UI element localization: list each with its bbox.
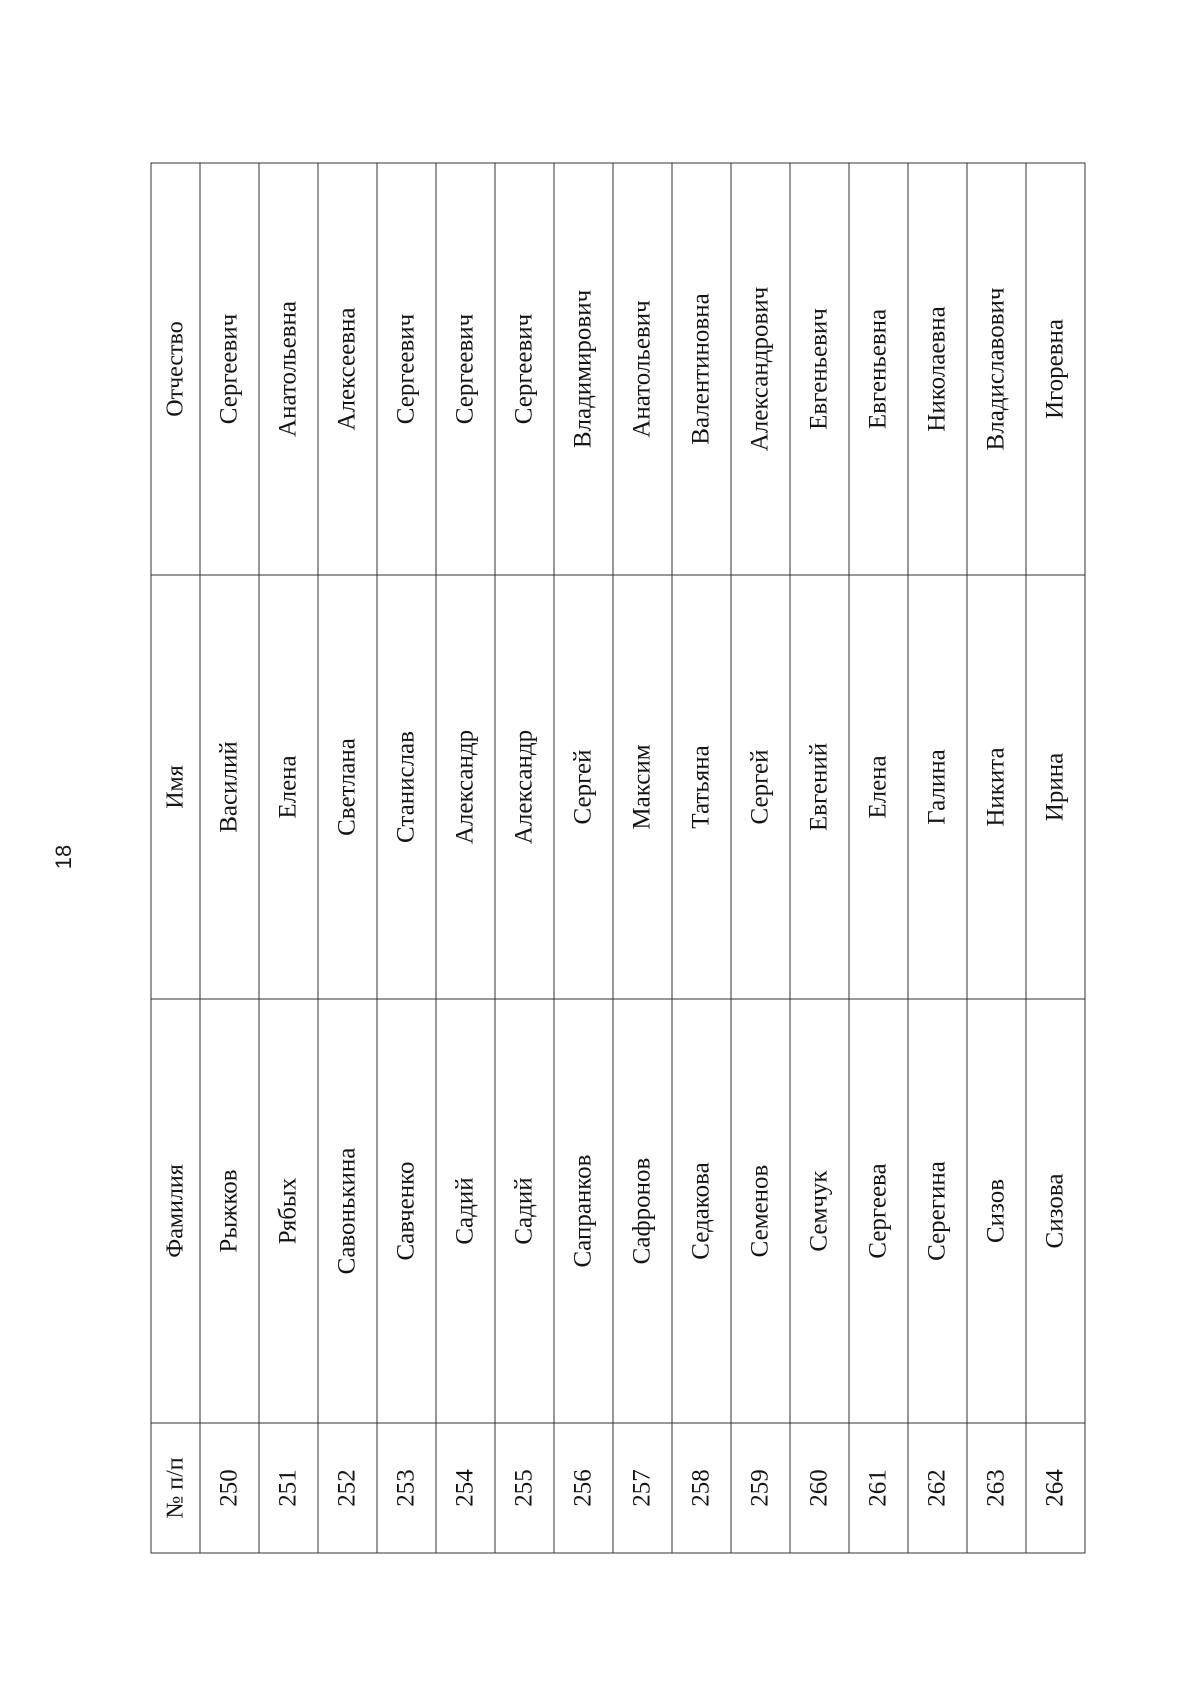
cell-number: 253 [377, 1423, 436, 1553]
table-row [1026, 163, 1085, 1553]
table-body [200, 163, 1085, 1553]
cell-first-name: Елена [849, 575, 908, 999]
table-row [967, 163, 1026, 1553]
cell-patronymic: Алексеевна [318, 163, 377, 575]
header-patronymic: Отчество [151, 163, 200, 575]
table-row [377, 163, 436, 1553]
cell-first-name: Александр [436, 575, 495, 999]
cell-patronymic: Владимирович [554, 163, 613, 575]
cell-number: 257 [613, 1423, 672, 1553]
cell-first-name: Никита [967, 575, 1026, 999]
page-number: 18 [51, 844, 76, 870]
cell-number: 251 [259, 1423, 318, 1553]
cell-last-name: Серегина [908, 999, 967, 1423]
cell-number: 254 [436, 1423, 495, 1553]
header-first-name: Имя [151, 575, 200, 999]
cell-patronymic: Анатольевна [259, 163, 318, 575]
cell-number: 263 [967, 1423, 1026, 1553]
cell-patronymic: Николаевна [908, 163, 967, 575]
cell-first-name: Сергей [554, 575, 613, 999]
table-row [554, 163, 613, 1553]
cell-last-name: Сергеева [849, 999, 908, 1423]
table-header-row [151, 163, 200, 1553]
cell-first-name: Станислав [377, 575, 436, 999]
cell-last-name: Садий [495, 999, 554, 1423]
cell-number: 258 [672, 1423, 731, 1553]
table-row [908, 163, 967, 1553]
cell-last-name: Сапранков [554, 999, 613, 1423]
cell-first-name: Светлана [318, 575, 377, 999]
table-row [259, 163, 318, 1553]
cell-number: 255 [495, 1423, 554, 1553]
people-table [150, 162, 1085, 1553]
header-number: № п/п [151, 1423, 200, 1553]
table-row [200, 163, 259, 1553]
table-row [318, 163, 377, 1553]
cell-last-name: Савченко [377, 999, 436, 1423]
header-last-name: Фамилия [151, 999, 200, 1423]
cell-number: 262 [908, 1423, 967, 1553]
cell-first-name: Ирина [1026, 575, 1085, 999]
table-row [790, 163, 849, 1553]
cell-patronymic: Александрович [731, 163, 790, 575]
table-row [495, 163, 554, 1553]
cell-number: 250 [200, 1423, 259, 1553]
cell-last-name: Семчук [790, 999, 849, 1423]
cell-number: 264 [1026, 1423, 1085, 1553]
cell-last-name: Седакова [672, 999, 731, 1423]
cell-first-name: Галина [908, 575, 967, 999]
table-row [672, 163, 731, 1553]
cell-first-name: Александр [495, 575, 554, 999]
table-row [613, 163, 672, 1553]
cell-patronymic: Анатольевич [613, 163, 672, 575]
cell-first-name: Василий [200, 575, 259, 999]
table-row [849, 163, 908, 1553]
cell-last-name: Рябых [259, 999, 318, 1423]
cell-last-name: Савонькина [318, 999, 377, 1423]
cell-patronymic: Владиславович [967, 163, 1026, 575]
table-container [150, 163, 1085, 1553]
cell-patronymic: Валентиновна [672, 163, 731, 575]
cell-first-name: Максим [613, 575, 672, 999]
cell-last-name: Сизова [1026, 999, 1085, 1423]
cell-last-name: Рыжков [200, 999, 259, 1423]
cell-number: 261 [849, 1423, 908, 1553]
cell-last-name: Садий [436, 999, 495, 1423]
cell-first-name: Татьяна [672, 575, 731, 999]
cell-patronymic: Евгеньевич [790, 163, 849, 575]
cell-number: 256 [554, 1423, 613, 1553]
cell-number: 259 [731, 1423, 790, 1553]
cell-last-name: Сафронов [613, 999, 672, 1423]
cell-last-name: Сизов [967, 999, 1026, 1423]
cell-number: 260 [790, 1423, 849, 1553]
cell-last-name: Семенов [731, 999, 790, 1423]
cell-patronymic: Игоревна [1026, 163, 1085, 575]
cell-first-name: Евгений [790, 575, 849, 999]
cell-patronymic: Сергеевич [377, 163, 436, 575]
cell-first-name: Елена [259, 575, 318, 999]
cell-patronymic: Сергеевич [436, 163, 495, 575]
cell-patronymic: Сергеевич [495, 163, 554, 575]
cell-patronymic: Евгеньевна [849, 163, 908, 575]
table-row [436, 163, 495, 1553]
table-row [731, 163, 790, 1553]
cell-patronymic: Сергеевич [200, 163, 259, 575]
rotated-table-frame [150, 163, 1085, 1553]
cell-first-name: Сергей [731, 575, 790, 999]
cell-number: 252 [318, 1423, 377, 1553]
